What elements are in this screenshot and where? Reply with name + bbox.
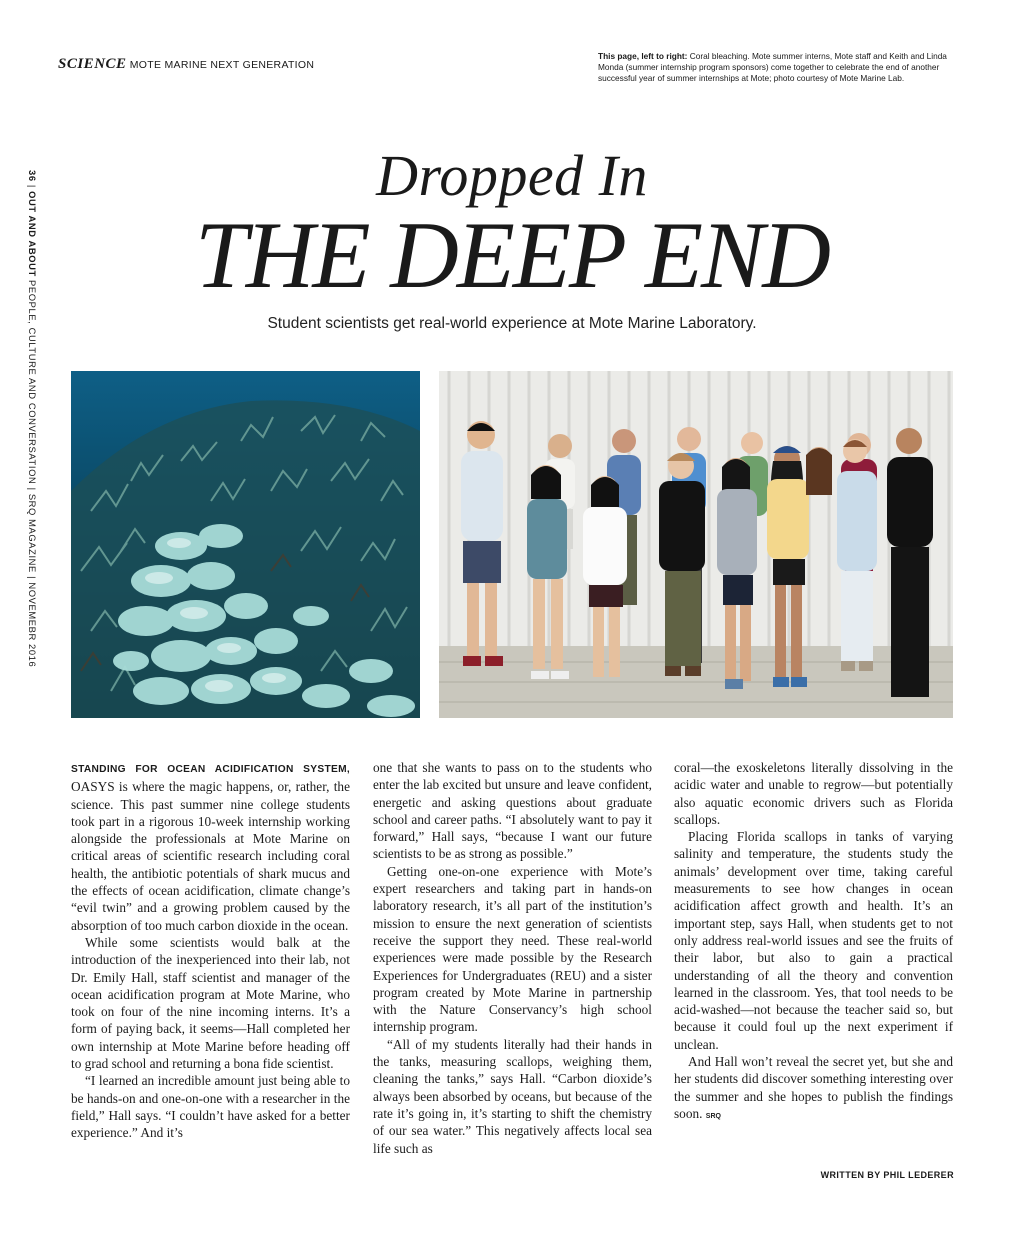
article-paragraph: “All of my students literally had their hands in the tanks, measuring scallops, weighing them, cleaning the tanks,” says Hall. “Carbon dioxide’s always been absorbed by oceans, but because of the rate it’s going in, it’s starting to shift the chemistry of our sea water.” This negatively affects local sea life such as — [373, 1036, 652, 1156]
section-tag — [58, 56, 314, 73]
section-name: SCIENCE — [58, 56, 127, 72]
interns-group-photo — [439, 371, 953, 718]
caption-text: Coral bleaching. Mote summer interns, Mote staff and Keith and Linda Monda (summer internship program sponsors) come together to celebrate the end of another successful year of summer internships at Mote; photo courtesy of Mote Marine Lab. — [598, 51, 947, 84]
article-column-1 — [71, 759, 350, 1142]
article-paragraph: one that she wants to pass on to the students who enter the lab excited but unsure and leave confident, energetic and asking questions about graduate school and career paths. “I absolutely want to pay it forward,” Hall says, “because I want our future scientists to be as strong as possible.” — [373, 760, 652, 862]
caption-lead: This page, left to right: — [598, 51, 688, 61]
subsection-name: MOTE MARINE NEXT GENERATION — [129, 59, 315, 71]
article-paragraph — [674, 1053, 953, 1125]
article-paragraph: While some scientists would balk at the introduction of the inexperienced into their lab, not Dr. Emily Hall, staff scientist and manager of the ocean acidification program at Mote Marine, who took on four of the nine incoming interns. It’s a form of paying back, it seems—Hall completed her own internship at Mote Marine before heading off to grad school and returning a bona fide scientist. — [71, 934, 350, 1072]
folio-section: OUT AND ABOUT — [27, 191, 38, 277]
article-paragraph: Placing Florida scallops in tanks of varying salinity and temperature, the students study the animals’ development over time, taking careful measurements to see how changes in ocean acidification affect growth and health. It’s an important step, says Hall, when students get to not only address real-world issues and see the fruits of their labor, but also to gain a practical understanding of all the theory and convention learned in the classroom. Yes, that tool needs to be acid-washed—not because the teacher said so, but because it could foul up the next experiment if unclean. — [674, 829, 953, 1052]
folio-separator: | — [27, 487, 38, 491]
article-paragraph: coral—the exoskeletons literally dissolving in the acidic water and unable to regrow—but potentially also aquatic economic drivers such as Florida scallops. — [674, 760, 953, 827]
article-paragraph: Getting one-on-one experience with Mote’s expert researchers and taking part in hands-on laboratory research, it’s all part of the institution’s mission to ensure the next generation of scientists receive the support they need. These real-world experiences were made possible by the Research Experiences for Undergraduates (REU) and a sister program created by Mote Marine in partnership with the Nature Conservancy’s high school internship program. — [373, 863, 652, 1035]
article-paragraph — [71, 759, 350, 934]
folio-tagline: PEOPLE, CULTURE AND CONVERSATION — [27, 276, 38, 488]
coral-illustration — [71, 371, 420, 718]
folio-magazine: SRQ MAGAZINE — [27, 490, 38, 577]
subheadline: Student scientists get real-world experience at Mote Marine Laboratory. — [267, 315, 757, 332]
headline-line2: THE DEEP END — [195, 202, 829, 308]
page-number: 36 — [27, 170, 38, 182]
photo-caption — [598, 51, 958, 85]
end-mark: SRQ — [705, 1112, 721, 1120]
article-text: And Hall won’t reveal the secret yet, but she and her students did discover something interesting over the summer and she hopes to publish the findings soon. — [674, 1054, 953, 1121]
headline-line1: Dropped In — [376, 143, 648, 208]
folio-separator: | — [27, 181, 38, 192]
byline: WRITTEN BY PHIL LEDERER — [820, 1170, 954, 1180]
folio-separator: | — [27, 576, 38, 580]
group-illustration — [439, 371, 953, 718]
article-column-2 — [373, 759, 652, 1157]
folio-issue: NOVEMEBR 2016 — [27, 579, 38, 668]
article-lead-in: STANDING FOR OCEAN ACIDIFICATION SYSTEM, — [71, 764, 350, 775]
coral-bleaching-photo — [71, 371, 420, 718]
article-text: OASYS is where the magic happens, or, rather, the science. This past summer nine college students took part in a rigorous 10-week internship working alongside the professionals at Mote Marine on critical areas of scientific research including coral health, the antibiotic potentials of shark mucus and the effects of ocean acidification, climate change’s “evil twin” and a growing problem caused by the absorption of too much carbon dioxide in the ocean. — [71, 779, 350, 933]
article-paragraph: “I learned an incredible amount just being able to be hands-on and one-on-one with a researcher in the field,” Hall says. “I couldn’t have asked for a better experience.” And it’s — [71, 1073, 350, 1141]
article-column-3 — [674, 759, 953, 1125]
